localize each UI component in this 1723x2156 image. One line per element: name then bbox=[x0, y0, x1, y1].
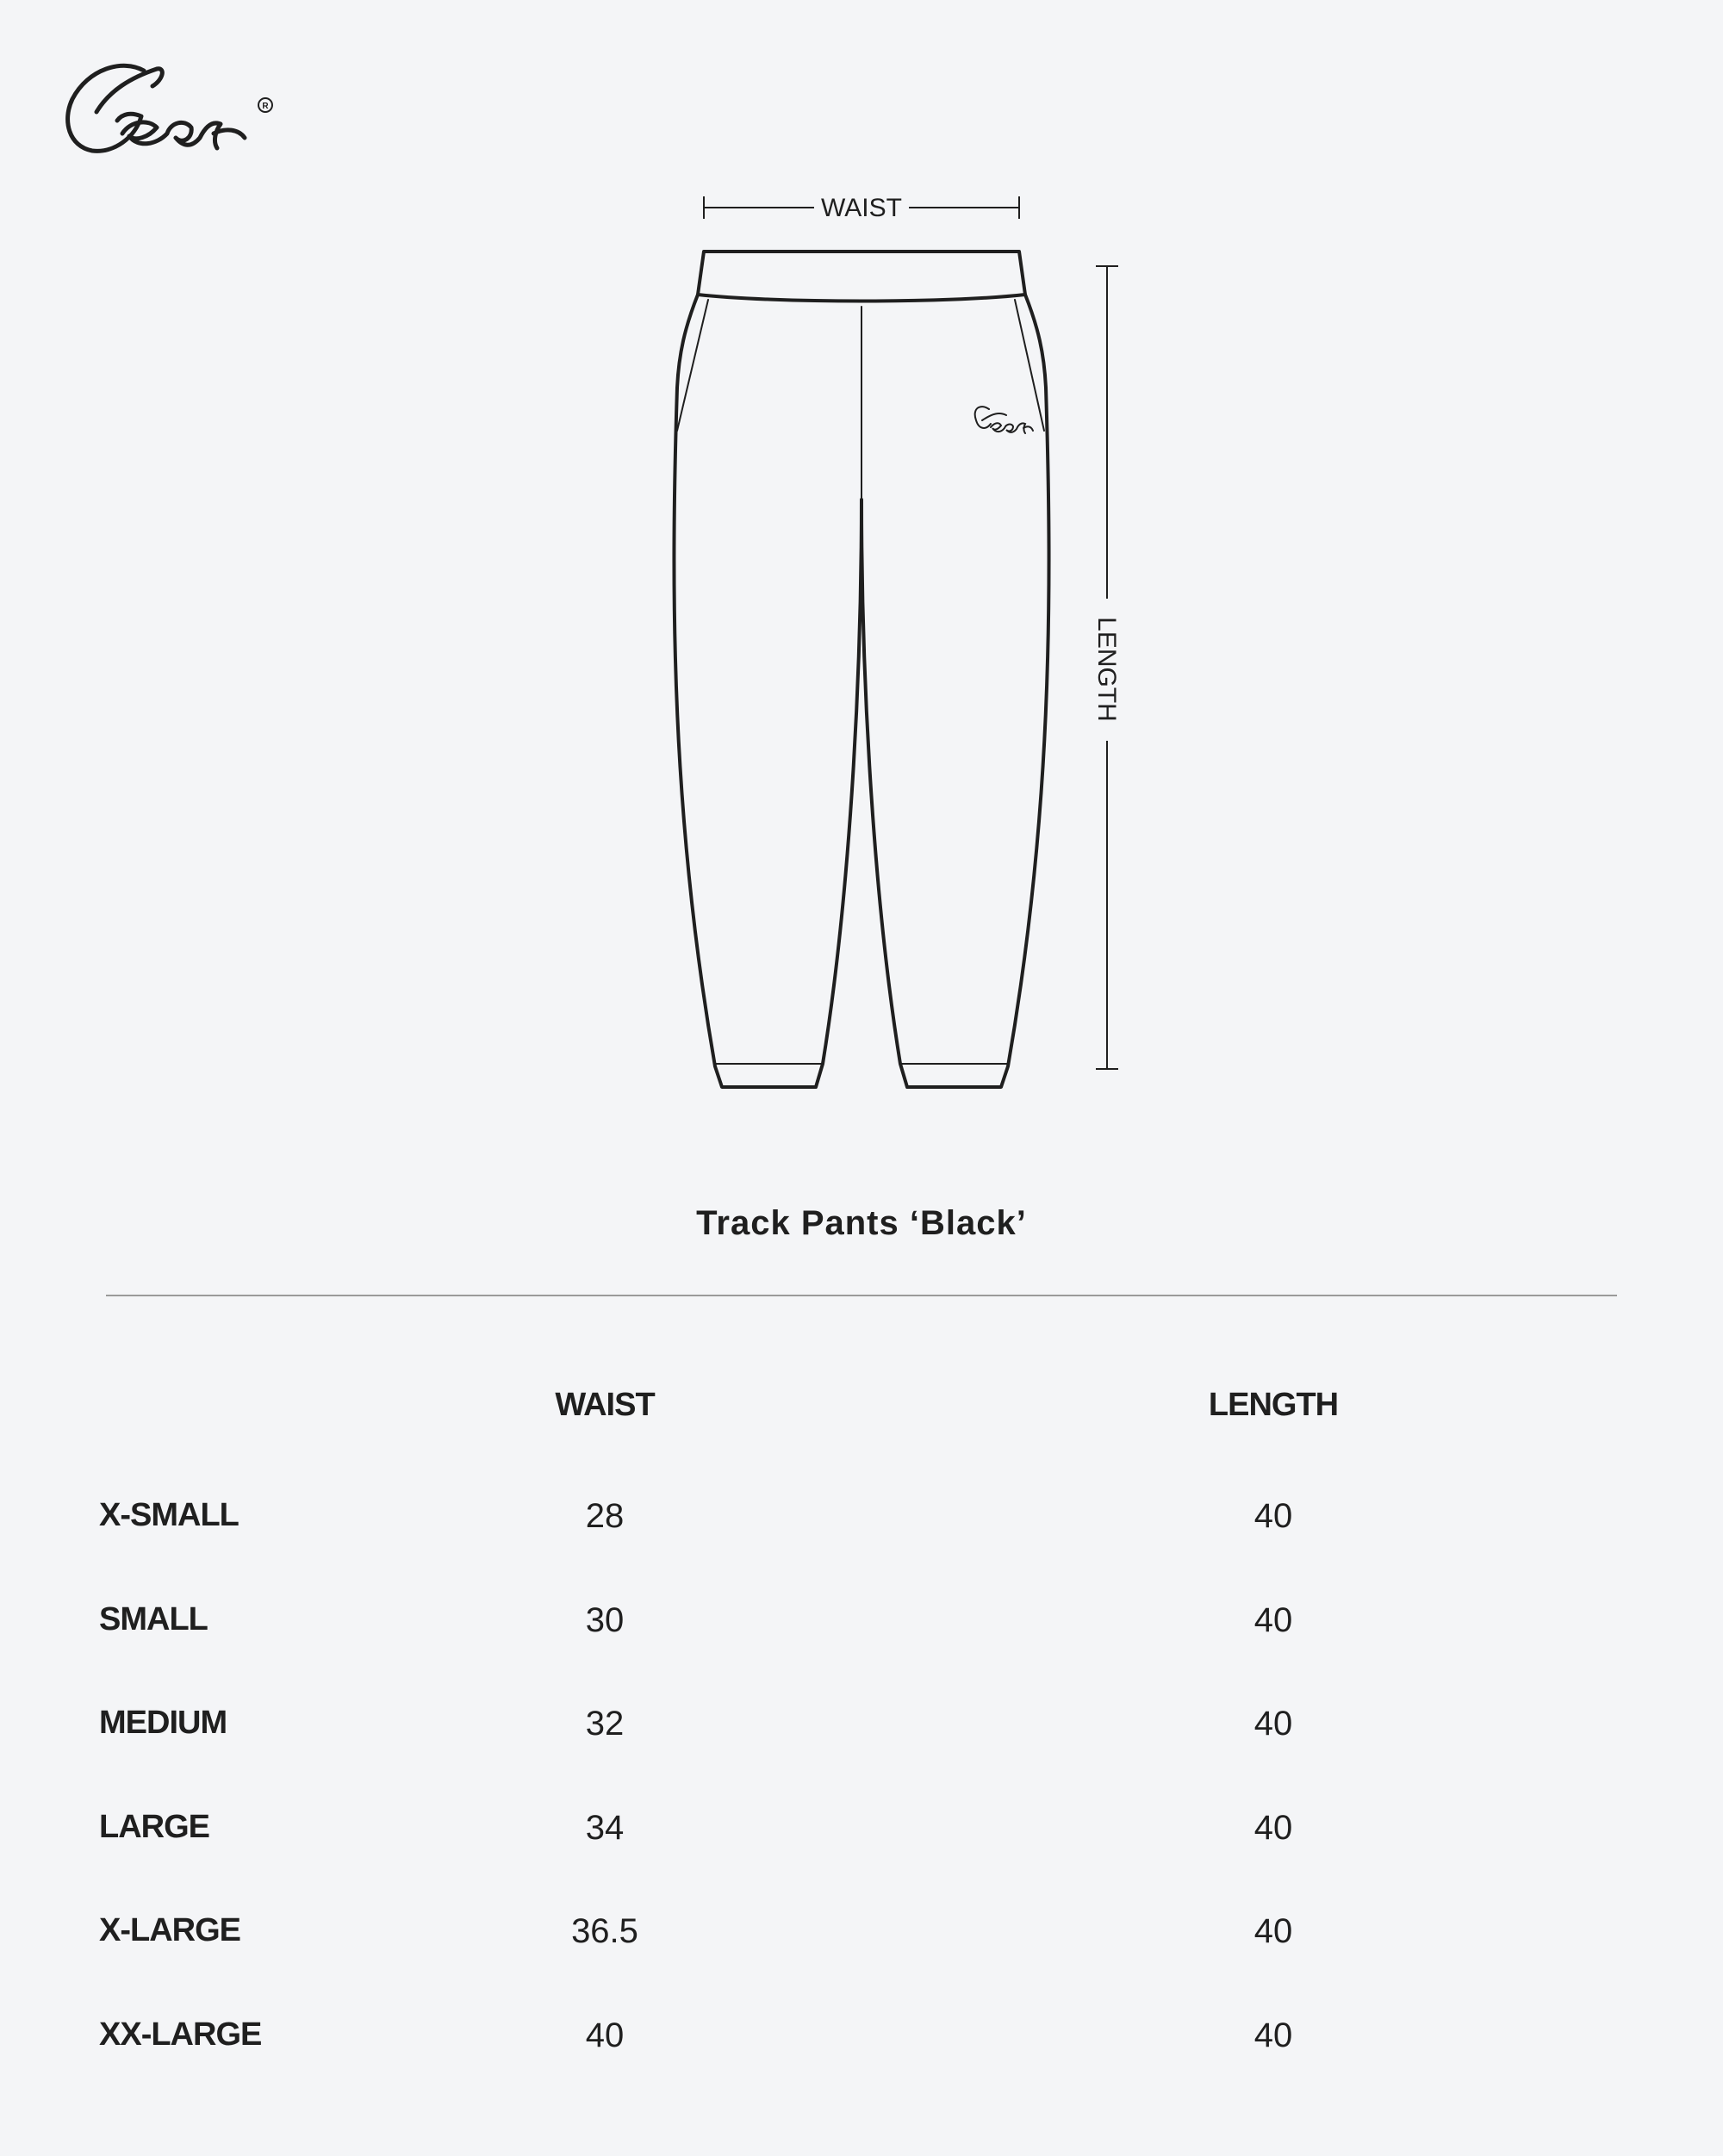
waist-value: 32 bbox=[585, 1705, 625, 1743]
size-label: SMALL bbox=[99, 1601, 208, 1637]
waist-value: 40 bbox=[585, 2016, 625, 2054]
length-value: 40 bbox=[1253, 1809, 1293, 1847]
column-header-waist: WAIST bbox=[555, 1387, 655, 1423]
svg-text:R: R bbox=[262, 102, 269, 111]
waist-value: 34 bbox=[585, 1809, 625, 1847]
waist-value: 36.5 bbox=[571, 1912, 638, 1950]
waist-value: 28 bbox=[585, 1497, 625, 1535]
waist-value: 30 bbox=[585, 1601, 625, 1639]
size-label: XX-LARGE bbox=[99, 2016, 262, 2053]
length-value: 40 bbox=[1253, 1601, 1293, 1639]
size-label: MEDIUM bbox=[99, 1705, 227, 1741]
length-value: 40 bbox=[1253, 1705, 1293, 1743]
table-row bbox=[0, 1912, 1723, 1964]
size-label: LARGE bbox=[99, 1809, 209, 1845]
product-title: Track Pants ‘Black’ bbox=[696, 1204, 1027, 1242]
table-row bbox=[0, 1497, 1723, 1549]
table-row bbox=[0, 1809, 1723, 1861]
table-row bbox=[0, 1601, 1723, 1653]
table-row bbox=[0, 2016, 1723, 2068]
length-value: 40 bbox=[1253, 2016, 1293, 2054]
size-label: X-LARGE bbox=[99, 1912, 240, 1948]
table-row bbox=[0, 1705, 1723, 1756]
length-dimension-label: LENGTH bbox=[1092, 617, 1121, 722]
size-label: X-SMALL bbox=[99, 1497, 239, 1533]
length-value: 40 bbox=[1253, 1912, 1293, 1950]
length-value: 40 bbox=[1253, 1497, 1293, 1535]
column-header-length: LENGTH bbox=[1208, 1387, 1339, 1423]
waist-dimension-label: WAIST bbox=[821, 194, 902, 222]
